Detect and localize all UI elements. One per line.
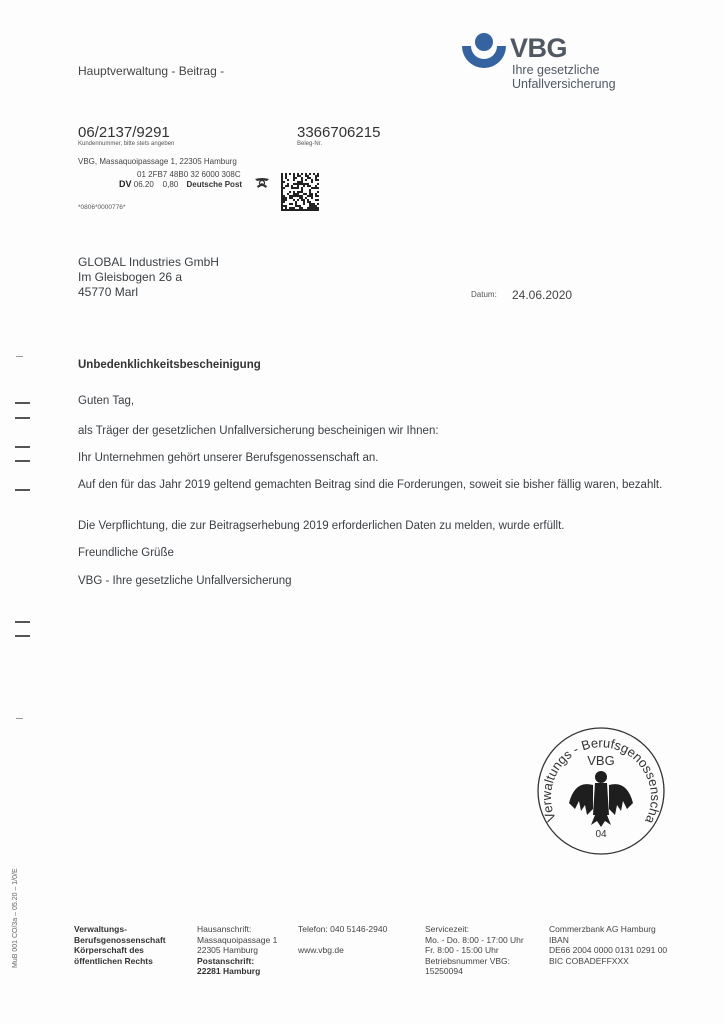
matrix-module [315, 205, 317, 207]
matrix-module [311, 207, 313, 209]
matrix-module [305, 197, 307, 199]
matrix-module [281, 199, 283, 201]
matrix-module [293, 195, 295, 197]
footer-organization [74, 924, 166, 966]
footer-org-line: öffentlichen Rechts [74, 955, 153, 966]
matrix-module [289, 203, 291, 205]
matrix-module [287, 179, 289, 181]
matrix-module [313, 173, 315, 175]
matrix-module [281, 205, 283, 207]
date-label: Datum: [471, 290, 497, 299]
matrix-module [311, 179, 313, 181]
customer-number-hint: Kundennummer, bitte stets angeben [78, 141, 175, 147]
matrix-module [295, 209, 297, 211]
matrix-module [299, 209, 301, 211]
matrix-module [283, 205, 285, 207]
matrix-module [297, 185, 299, 187]
service-label: Servicezeit: [425, 924, 469, 934]
letter-subject: Unbedenklichkeitsbescheinigung [78, 359, 261, 371]
matrix-module [297, 199, 299, 201]
matrix-module [303, 201, 305, 203]
logo-tagline-line1: Ihre gesetzliche [512, 63, 600, 77]
matrix-module [313, 207, 315, 209]
matrix-module [281, 173, 283, 175]
matrix-module [317, 209, 319, 211]
matrix-module [283, 199, 285, 201]
matrix-module [281, 197, 283, 199]
matrix-module [307, 183, 309, 185]
matrix-module [317, 195, 319, 197]
house-address-street: Massaquoipassage 1 [197, 934, 278, 945]
matrix-module [285, 205, 287, 207]
website-link[interactable]: www.vbg.de [298, 945, 344, 955]
matrix-module [297, 205, 299, 207]
matrix-module [309, 185, 311, 187]
matrix-module [309, 173, 311, 175]
matrix-module [301, 187, 303, 189]
fold-mark [15, 489, 30, 491]
matrix-module [285, 197, 287, 199]
matrix-module [299, 195, 301, 197]
post-horn-icon [254, 177, 270, 189]
matrix-module [317, 199, 319, 201]
matrix-module [297, 209, 299, 211]
matrix-module [283, 197, 285, 199]
matrix-module [281, 187, 283, 189]
matrix-module [293, 193, 295, 195]
company-number: 15250094 [425, 966, 463, 976]
vbg-logo [462, 30, 642, 100]
house-address-label: Hausanschrift: [197, 924, 252, 934]
matrix-module [309, 203, 311, 205]
matrix-module [307, 195, 309, 197]
fold-mark [15, 446, 30, 448]
fold-mark [15, 402, 30, 404]
matrix-module [285, 199, 287, 201]
footer-org-line: Körperschaft des [74, 945, 144, 955]
matrix-module [303, 183, 305, 185]
matrix-module [301, 179, 303, 181]
matrix-module [311, 181, 313, 183]
footer-org-line: Berufsgenossenschaft [74, 934, 166, 945]
matrix-module [299, 181, 301, 183]
matrix-module [309, 177, 311, 179]
date-value: 24.06.2020 [512, 288, 573, 302]
matrix-module [301, 173, 303, 175]
form-code: MuB 001 CO/3a – 05.20 – 1/0/E [12, 868, 19, 968]
matrix-module [287, 183, 289, 185]
matrix-module [293, 199, 295, 201]
matrix-module [281, 207, 283, 209]
matrix-module [295, 193, 297, 195]
matrix-module [295, 187, 297, 189]
matrix-module [299, 197, 301, 199]
franking-code: 01 2FB7 48B0 32 6000 308C [137, 170, 241, 179]
matrix-module [281, 203, 283, 205]
logo-tagline [512, 63, 616, 91]
matrix-module [297, 183, 299, 185]
matrix-module [281, 185, 283, 187]
matrix-module [281, 191, 283, 193]
datamatrix-code [281, 173, 319, 211]
matrix-module [315, 175, 317, 177]
matrix-module [281, 201, 283, 203]
footer-contact [298, 924, 387, 956]
matrix-module [305, 193, 307, 195]
matrix-module [291, 209, 293, 211]
logo-brand: VBG [510, 33, 568, 63]
matrix-module [317, 183, 319, 185]
matrix-module [293, 209, 295, 211]
matrix-module [281, 181, 283, 183]
matrix-module [291, 185, 293, 187]
matrix-module [309, 207, 311, 209]
seal-ring-text: Verwaltungs - Berufsgenossenscha [538, 735, 664, 827]
matrix-module [281, 209, 283, 211]
matrix-module [307, 201, 309, 203]
matrix-module [295, 201, 297, 203]
matrix-module [285, 173, 287, 175]
matrix-module [303, 199, 305, 201]
matrix-module [317, 207, 319, 209]
matrix-module [281, 179, 283, 181]
matrix-module [307, 177, 309, 179]
matrix-module [307, 207, 309, 209]
matrix-module [289, 191, 291, 193]
matrix-module [315, 199, 317, 201]
matrix-module [289, 197, 291, 199]
matrix-module [297, 187, 299, 189]
matrix-module [297, 181, 299, 183]
matrix-module [315, 209, 317, 211]
matrix-module [299, 183, 301, 185]
matrix-module [295, 183, 297, 185]
footer-service [425, 924, 524, 977]
fold-mark [15, 417, 30, 419]
matrix-module [315, 195, 317, 197]
matrix-module [315, 207, 317, 209]
matrix-module [289, 173, 291, 175]
matrix-module [293, 179, 295, 181]
matrix-module [311, 205, 313, 207]
bic-value: BIC COBADEFFXXX [549, 955, 629, 966]
matrix-module [297, 193, 299, 195]
matrix-module [285, 177, 287, 179]
matrix-module [295, 205, 297, 207]
matrix-module [317, 187, 319, 189]
matrix-module [281, 183, 283, 185]
matrix-module [291, 203, 293, 205]
signature: VBG - Ihre gesetzliche Unfallversicherung [78, 575, 292, 587]
matrix-module [301, 191, 303, 193]
matrix-module [291, 187, 293, 189]
fold-mark [16, 356, 23, 357]
matrix-module [301, 177, 303, 179]
footer-address [197, 924, 277, 977]
barcode-text: *0806*0000776* [78, 204, 126, 211]
matrix-module [305, 175, 307, 177]
matrix-module [293, 187, 295, 189]
company-number-label: Betriebsnummer VBG: [425, 955, 511, 966]
matrix-module [309, 191, 311, 193]
matrix-module [313, 187, 315, 189]
matrix-module [311, 195, 313, 197]
punch-mark [15, 635, 30, 637]
matrix-module [317, 179, 319, 181]
matrix-module [283, 195, 285, 197]
matrix-module [297, 175, 299, 177]
matrix-module [295, 177, 297, 179]
postal-address-city: 22281 Hamburg [197, 966, 261, 976]
matrix-module [311, 193, 313, 195]
dv-label: DV [119, 179, 132, 189]
matrix-module [285, 207, 287, 209]
matrix-module [293, 175, 295, 177]
matrix-module [297, 191, 299, 193]
matrix-module [315, 179, 317, 181]
matrix-module [311, 209, 313, 211]
matrix-module [295, 195, 297, 197]
matrix-module [309, 209, 311, 211]
matrix-module [305, 173, 307, 175]
matrix-module [299, 205, 301, 207]
matrix-module [287, 185, 289, 187]
matrix-module [317, 173, 319, 175]
matrix-module [309, 201, 311, 203]
matrix-module [301, 183, 303, 185]
matrix-module [283, 187, 285, 189]
seal-number: 04 [595, 829, 607, 840]
matrix-module [311, 197, 313, 199]
matrix-module [303, 203, 305, 205]
matrix-module [317, 191, 319, 193]
recipient-street: Im Gleisbogen 26 a [78, 270, 183, 284]
recipient-city: 45770 Marl [78, 285, 139, 299]
recipient-company: GLOBAL Industries GmbH [78, 255, 219, 269]
punch-mark [15, 621, 30, 623]
vbg-logo-icon [462, 32, 506, 68]
matrix-module [305, 183, 307, 185]
matrix-module [301, 197, 303, 199]
matrix-module [315, 177, 317, 179]
official-seal [535, 725, 667, 857]
matrix-module [303, 193, 305, 195]
matrix-module [287, 209, 289, 211]
iban-label: IBAN [549, 934, 569, 945]
matrix-module [293, 173, 295, 175]
postage-amount: 0,80 [162, 180, 179, 189]
matrix-module [287, 193, 289, 195]
fold-mark [15, 460, 30, 462]
matrix-module [301, 199, 303, 201]
matrix-module [293, 207, 295, 209]
carrier-name: Deutsche Post [186, 180, 243, 189]
matrix-module [283, 209, 285, 211]
matrix-module [301, 207, 303, 209]
eagle-icon [569, 771, 633, 827]
matrix-module [285, 209, 287, 211]
matrix-module [311, 187, 313, 189]
matrix-module [291, 195, 293, 197]
document-number-hint: Beleg-Nr. [297, 141, 323, 147]
paragraph: Die Verpflichtung, die zur Beitragserhebung 2019 erforderlichen Daten zu melden, wurde erfüllt. [78, 520, 565, 532]
paragraph: Ihr Unternehmen gehört unserer Berufsgenossenschaft an. [78, 452, 379, 464]
matrix-module [307, 199, 309, 201]
customer-number: 06/2137/9291 [78, 124, 170, 141]
matrix-module [281, 193, 283, 195]
matrix-module [303, 185, 305, 187]
dv-date: 06.20 [133, 180, 154, 189]
matrix-module [285, 185, 287, 187]
matrix-module [281, 195, 283, 197]
matrix-module [283, 201, 285, 203]
matrix-module [317, 203, 319, 205]
matrix-module [293, 191, 295, 193]
matrix-module [309, 205, 311, 207]
franking-line [119, 179, 242, 189]
matrix-module [283, 181, 285, 183]
matrix-module [291, 207, 293, 209]
matrix-module [299, 207, 301, 209]
logo-tagline-line2: Unfallversicherung [512, 77, 616, 91]
fold-mark [16, 718, 23, 719]
matrix-module [289, 207, 291, 209]
closing: Freundliche Grüße [78, 547, 174, 559]
house-address-city: 22305 Hamburg [197, 945, 258, 955]
matrix-module [313, 209, 315, 211]
matrix-module [315, 187, 317, 189]
footer-org-line: Verwaltungs- [74, 924, 127, 934]
matrix-module [301, 209, 303, 211]
matrix-module [305, 179, 307, 181]
department-line: Hauptverwaltung - Beitrag - [78, 64, 225, 78]
matrix-module [301, 181, 303, 183]
matrix-module [289, 195, 291, 197]
matrix-module [315, 193, 317, 195]
matrix-module [281, 175, 283, 177]
footer-bank [549, 924, 667, 966]
matrix-module [293, 183, 295, 185]
matrix-module [297, 173, 299, 175]
matrix-module [315, 185, 317, 187]
matrix-module [309, 193, 311, 195]
matrix-module [291, 197, 293, 199]
greeting: Guten Tag, [78, 395, 135, 407]
service-hours: Mo. - Do. 8:00 - 17:00 Uhr [425, 934, 524, 945]
matrix-module [299, 191, 301, 193]
iban-value: DE66 2004 0000 0131 0291 00 [549, 945, 668, 955]
matrix-module [311, 203, 313, 205]
matrix-module [307, 209, 309, 211]
matrix-module [281, 177, 283, 179]
bank-name: Commerzbank AG Hamburg [549, 924, 656, 934]
service-hours: Fr. 8:00 - 15:00 Uhr [425, 945, 499, 955]
matrix-module [307, 175, 309, 177]
paragraph: Auf den für das Jahr 2019 geltend gemachten Beitrag sind die Forderungen, soweit sie bisher fällig waren, bezahlt. [78, 479, 663, 491]
matrix-module [303, 209, 305, 211]
postal-address-label: Postanschrift: [197, 955, 255, 966]
matrix-module [309, 189, 311, 191]
matrix-module [297, 195, 299, 197]
matrix-module [307, 185, 309, 187]
phone-number: Telefon: 040 5146-2940 [298, 924, 388, 934]
matrix-module [289, 209, 291, 211]
matrix-module [299, 175, 301, 177]
matrix-module [309, 195, 311, 197]
matrix-module [317, 175, 319, 177]
paragraph: als Träger der gesetzlichen Unfallversicherung bescheinigen wir Ihnen: [78, 425, 439, 437]
seal-center-text: VBG [587, 753, 615, 768]
matrix-module [301, 195, 303, 197]
document-number: 3366706215 [297, 124, 381, 141]
matrix-module [313, 205, 315, 207]
matrix-module [305, 209, 307, 211]
matrix-module [313, 203, 315, 205]
matrix-module [281, 189, 283, 191]
matrix-module [285, 175, 287, 177]
matrix-module [301, 189, 303, 191]
matrix-module [293, 177, 295, 179]
matrix-module [295, 203, 297, 205]
sender-line: VBG, Massaquoipassage 1, 22305 Hamburg [78, 157, 237, 166]
